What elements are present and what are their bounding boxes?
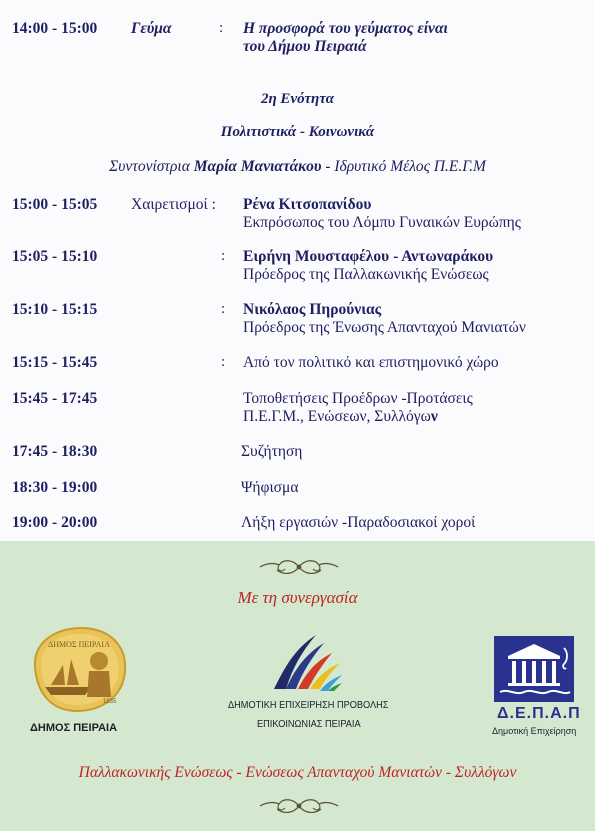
time: 15:00 - 15:05 bbox=[12, 196, 98, 213]
agenda-text: Π.Ε.Γ.Μ., Ενώσεων, Συλλόγω bbox=[243, 408, 431, 425]
coordinator-role: - Ιδρυτικό Μέλος Π.Ε.Γ.Μ bbox=[325, 158, 486, 175]
speaker-role: Πρόεδρος της Παλλακωνικής Ενώσεως bbox=[243, 266, 489, 283]
dimos-logo-caption: ΔΗΜΟΣ ΠΕΙΡΑΙΑ bbox=[30, 722, 118, 734]
agenda-item: Ψήφισμα bbox=[241, 479, 299, 496]
dimos-peiraia-seal-icon bbox=[27, 625, 131, 713]
colon: : bbox=[221, 301, 226, 317]
colon: : bbox=[221, 248, 226, 264]
time: 15:45 - 17:45 bbox=[12, 390, 98, 407]
time: 15:15 - 15:45 bbox=[12, 354, 98, 371]
coordinator-label: Συντονίστρια bbox=[109, 158, 190, 175]
coordinator-name: Μαρία Μανιατάκου bbox=[193, 158, 322, 175]
seal-text: ΔΗΜΟΣ ΠΕΙΡΑΙΑ bbox=[48, 640, 110, 649]
agenda-item: Από τον πολιτικό και επιστημονικό χώρο bbox=[243, 354, 499, 371]
seal-year: 1835 bbox=[103, 699, 117, 705]
speaker-name: Ρένα Κιτσοπανίδου bbox=[243, 196, 372, 213]
partners-line: Παλλακωνικής Ενώσεως - Ενώσεως Απανταχού Μανιατών - Συλλόγων bbox=[78, 764, 517, 781]
greetings-label: Χαιρετισμοί : bbox=[131, 196, 216, 213]
time: 15:10 - 15:15 bbox=[12, 301, 98, 318]
time: 17:45 - 18:30 bbox=[12, 443, 98, 460]
depap-subtitle: Δημοτική Επιχείρηση bbox=[492, 726, 577, 736]
colon: : bbox=[221, 354, 226, 370]
lunch-text: Η προσφορά του γεύματος είναι bbox=[243, 20, 448, 37]
depap-theatre-icon bbox=[494, 636, 574, 702]
time: 19:00 - 20:00 bbox=[12, 514, 98, 531]
lunch-text: του Δήμου Πειραιά bbox=[243, 38, 367, 55]
agenda-item: Συζήτηση bbox=[241, 443, 303, 460]
agenda-item: Τοποθετήσεις Προέδρων -Προτάσεις bbox=[243, 390, 473, 407]
agenda-text: ν bbox=[430, 408, 438, 425]
collaboration-heading: Με τη συνεργασία bbox=[237, 588, 358, 607]
depap-logo-text: Δ.Ε.Π.Α.Π bbox=[497, 705, 581, 722]
agenda-item: Λήξη εργασιών -Παραδοσιακοί χοροί bbox=[241, 514, 476, 531]
section-subtitle: Πολιτιστικά - Κοινωνικά bbox=[220, 124, 375, 140]
time-lunch: 14:00 - 15:00 bbox=[12, 20, 98, 37]
speaker-name: Ειρήνη Μουσταφέλου - Αντωναράκου bbox=[243, 248, 494, 265]
ornament-divider-icon bbox=[257, 556, 341, 578]
depp-logo-icon bbox=[272, 633, 342, 693]
time: 15:05 - 15:10 bbox=[12, 248, 98, 265]
speaker-name: Νικόλαος Πηρούνιας bbox=[243, 301, 382, 318]
speaker-role: Πρόεδρος της Ένωσης Απανταχού Μανιατών bbox=[243, 319, 526, 336]
speaker-role: Εκπρόσωπος του Λόμπυ Γυναικών Ευρώπης bbox=[243, 214, 521, 231]
lunch-label: Γεύμα bbox=[131, 20, 172, 37]
colon: : bbox=[219, 20, 224, 36]
depp-caption-line1: ΔΗΜΟΤΙΚΗ ΕΠΙΧΕΙΡΗΣΗ ΠΡΟΒΟΛΗΣ bbox=[228, 700, 389, 711]
ornament-divider-icon bbox=[257, 795, 341, 817]
coordinator-line bbox=[0, 158, 595, 176]
agenda-item bbox=[243, 408, 438, 426]
depp-caption-line2: ΕΠΙΚΟΙΝΩΝΙΑΣ ΠΕΙΡΑΙΑ bbox=[257, 719, 361, 730]
section-title: 2η Ενότητα bbox=[260, 91, 335, 107]
time: 18:30 - 19:00 bbox=[12, 479, 98, 496]
